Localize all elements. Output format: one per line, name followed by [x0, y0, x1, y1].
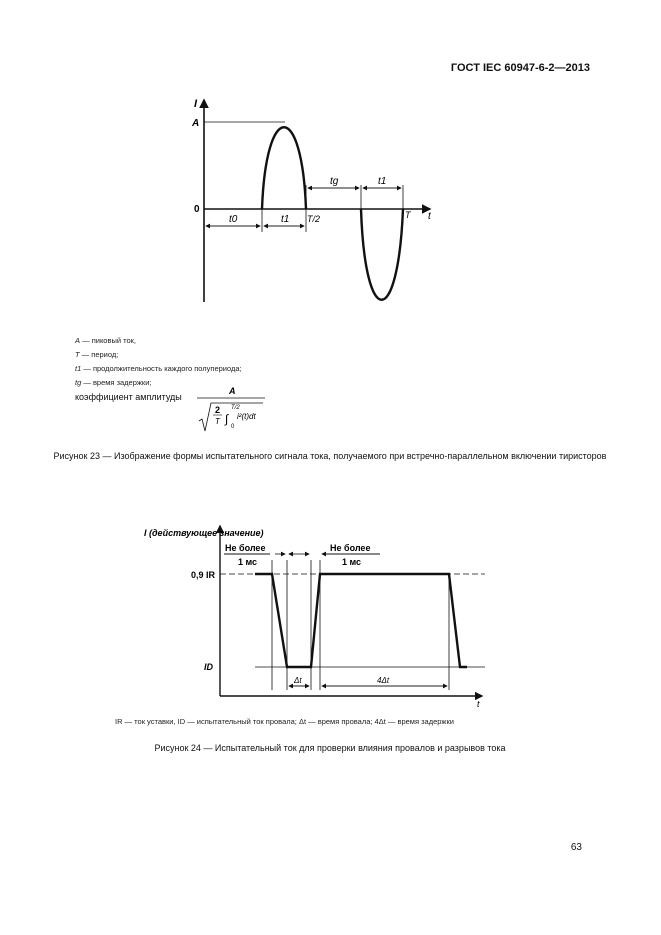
positive-half-wave	[262, 127, 306, 209]
figure-24-diagram	[0, 500, 661, 715]
period-label: T	[405, 210, 411, 220]
formula-integrand: i²(t)dt	[237, 412, 256, 421]
legend-line-3: t1 — продолжительность каждого полупериода;	[75, 364, 242, 373]
level-high-label: 0,9 IR	[191, 570, 216, 580]
integral-sign: ∫	[225, 412, 229, 426]
x-axis-label: t	[428, 211, 431, 222]
x-axis-label: t	[477, 699, 480, 709]
formula-upper-limit: T/2	[231, 405, 240, 411]
page-number: 63	[570, 842, 582, 853]
figure-23-caption: Рисунок 23 — Изображение формы испытательного сигнала тока, получаемого при встречно-параллельном включении тиристоров	[53, 451, 607, 461]
not-more-1-label: Не более	[225, 543, 266, 553]
tg-label: tg	[330, 176, 339, 187]
crest-factor-label: коэффициент амплитуды	[75, 392, 182, 402]
legend-line-4: tg — время задержки;	[75, 378, 152, 387]
y-axis-label: I (действующее значение)	[144, 528, 264, 538]
t0-label: t0	[229, 214, 238, 225]
figure-24-caption: Рисунок 24 — Испытательный ток для проверки влияния провалов и разрывов тока	[154, 743, 506, 753]
origin-label: 0	[194, 204, 200, 215]
level-low-label: ID	[204, 662, 213, 672]
amplitude-label: A	[192, 118, 200, 129]
dt-label: Δt	[294, 676, 302, 685]
standard-header: ГОСТ IEC 60947-6-2—2013	[450, 62, 590, 74]
not-more-1-value: 1 мс	[238, 557, 258, 567]
formula-coef-den: T	[215, 417, 220, 426]
four-dt-label: 4Δt	[377, 676, 390, 685]
not-more-2-value: 1 мс	[342, 557, 362, 567]
t1-label: t1	[281, 214, 290, 225]
crest-factor-formula	[195, 383, 275, 435]
figure-23-diagram	[0, 0, 661, 330]
figure-24-legend: IR — ток уставки, ID — испытательный ток провала; Δt — время провала; 4Δt — время задержки	[115, 717, 454, 726]
y-axis-label: I	[194, 98, 198, 110]
formula-lower-limit: 0	[231, 424, 235, 430]
legend-line-1: A — пиковый ток,	[75, 336, 137, 345]
half-period-label: T/2	[307, 214, 321, 224]
not-more-2-label: Не более	[330, 543, 371, 553]
negative-half-wave	[361, 209, 403, 300]
t1b-label: t1	[378, 176, 387, 187]
legend-line-2: T — период;	[75, 350, 119, 359]
formula-numerator: A	[229, 386, 236, 396]
formula-coef-num: 2	[215, 405, 221, 415]
